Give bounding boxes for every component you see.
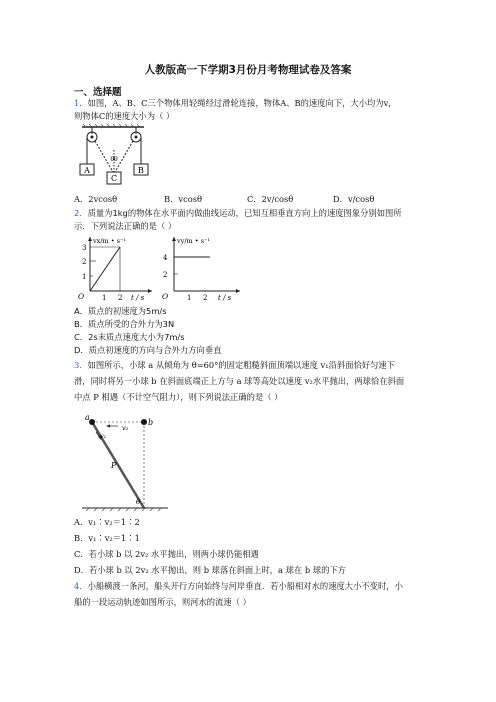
q1-option-c: C．2v/cosθ	[247, 194, 294, 204]
q1-option-b: B．vcosθ	[164, 194, 202, 204]
vy-time-label: t / s	[218, 294, 232, 302]
vy-xtick-1: 1	[187, 294, 192, 302]
block-a-label: A	[84, 166, 90, 175]
ball-b-label: b	[148, 418, 154, 427]
vy-tick-4: 4	[163, 254, 168, 262]
vx-tick-3: 3	[82, 244, 87, 252]
v1-label: v₁	[100, 432, 107, 440]
q1-option-a: A．2vcosθ	[74, 194, 118, 204]
v2-label: v₂	[122, 424, 129, 432]
vy-graph	[160, 233, 245, 303]
vy-xtick-2: 2	[203, 294, 208, 302]
q2-option-c: C．2s末质点速度大小为7m/s	[74, 332, 185, 342]
block-c-label: C	[110, 174, 118, 183]
vx-tick-1: 1	[82, 273, 87, 281]
question-2-line-1: 2．质量为1kg的物体在水平面内做曲线运动，已知互相垂直方向上的速度图象分别如图所	[74, 208, 402, 218]
angle-theta-label: θ	[136, 498, 141, 506]
question-3-line-1: 3．如图所示，小球 a 从倾角为 θ=60°的固定粗糙斜面顶端以速度 v₁沿斜面恰好匀速下	[74, 360, 395, 370]
vy-axis-label: vy/m • s⁻¹	[177, 237, 211, 245]
q2-option-d: D．质点初速度的方向与合外力方向垂直	[74, 345, 222, 355]
question-3-line-2: 滑，同时将另一小球 b 在斜面底端正上方与 a 球等高处以速度 v₂水平抛出，两球恰在斜面	[74, 376, 405, 386]
question-2-line-2: 示．下列说法正确的是（ ）	[74, 221, 177, 231]
vx-graph	[76, 233, 156, 303]
question-4-number: 4．	[74, 581, 88, 591]
q1-option-d: D．v/cosθ	[333, 194, 375, 204]
point-p-label: P	[111, 461, 117, 470]
question-1-number: 1．	[74, 98, 88, 108]
vx-axis-label: vx/m • s⁻¹	[93, 237, 127, 245]
question-4-line-2: 船的一段运动轨迹如图所示，则河水的流速（ ）	[74, 597, 251, 607]
question-1-line-2: 则物体C的速度大小为（ ）	[74, 111, 175, 121]
q3-option-d: D．若小球 b 以 2v₂ 水平抛出，则 b 球落在斜面上时，a 球在 b 球的下方	[74, 565, 346, 575]
question-1-line-1: 1．如图，A、B、C三个物体用轻绳经过滑轮连接，物体A、B的速度向下，大小均为v，	[74, 98, 397, 108]
question-4-line-1: 4．小船横渡一条河，船头开行方向始终与河岸垂直．若小船相对水的速度大小不变时，小	[74, 581, 403, 591]
vx-time-label: t / s	[131, 294, 145, 302]
q3-option-a: A．v₁∶v₂＝1∶2	[74, 517, 140, 527]
vy-tick-2: 2	[163, 271, 168, 279]
page-title: 人教版高一下学期3月份月考物理试卷及答案	[144, 64, 352, 76]
incline-figure	[82, 412, 172, 512]
section-heading: 一、选择题	[74, 87, 122, 98]
vy-origin: O	[162, 292, 169, 301]
vx-xtick-1: 1	[102, 294, 107, 302]
vx-tick-2: 2	[82, 258, 87, 266]
q2-option-a: A．质点的初速度为5m/s	[74, 306, 167, 316]
block-b-label: B	[138, 166, 144, 175]
question-3-number: 3．	[74, 360, 88, 370]
vx-origin: O	[78, 292, 85, 301]
q3-option-c: C．若小球 b 以 2v₂ 水平抛出，则两小球仍能相遇	[74, 549, 259, 559]
vx-xtick-2: 2	[118, 294, 123, 302]
q2-option-b: B．质点所受的合外力为3N	[74, 319, 175, 329]
pulley-figure	[78, 124, 153, 186]
theta-label: θθ	[110, 156, 118, 163]
question-3-line-3: 中点 P 相遇（不计空气阻力），则下列说法正确的是（ ）	[74, 392, 283, 402]
q3-option-b: B．v₁∶v₂＝1∶1	[74, 533, 140, 543]
question-2-number: 2．	[74, 208, 88, 218]
ball-a-label: a	[85, 413, 90, 422]
